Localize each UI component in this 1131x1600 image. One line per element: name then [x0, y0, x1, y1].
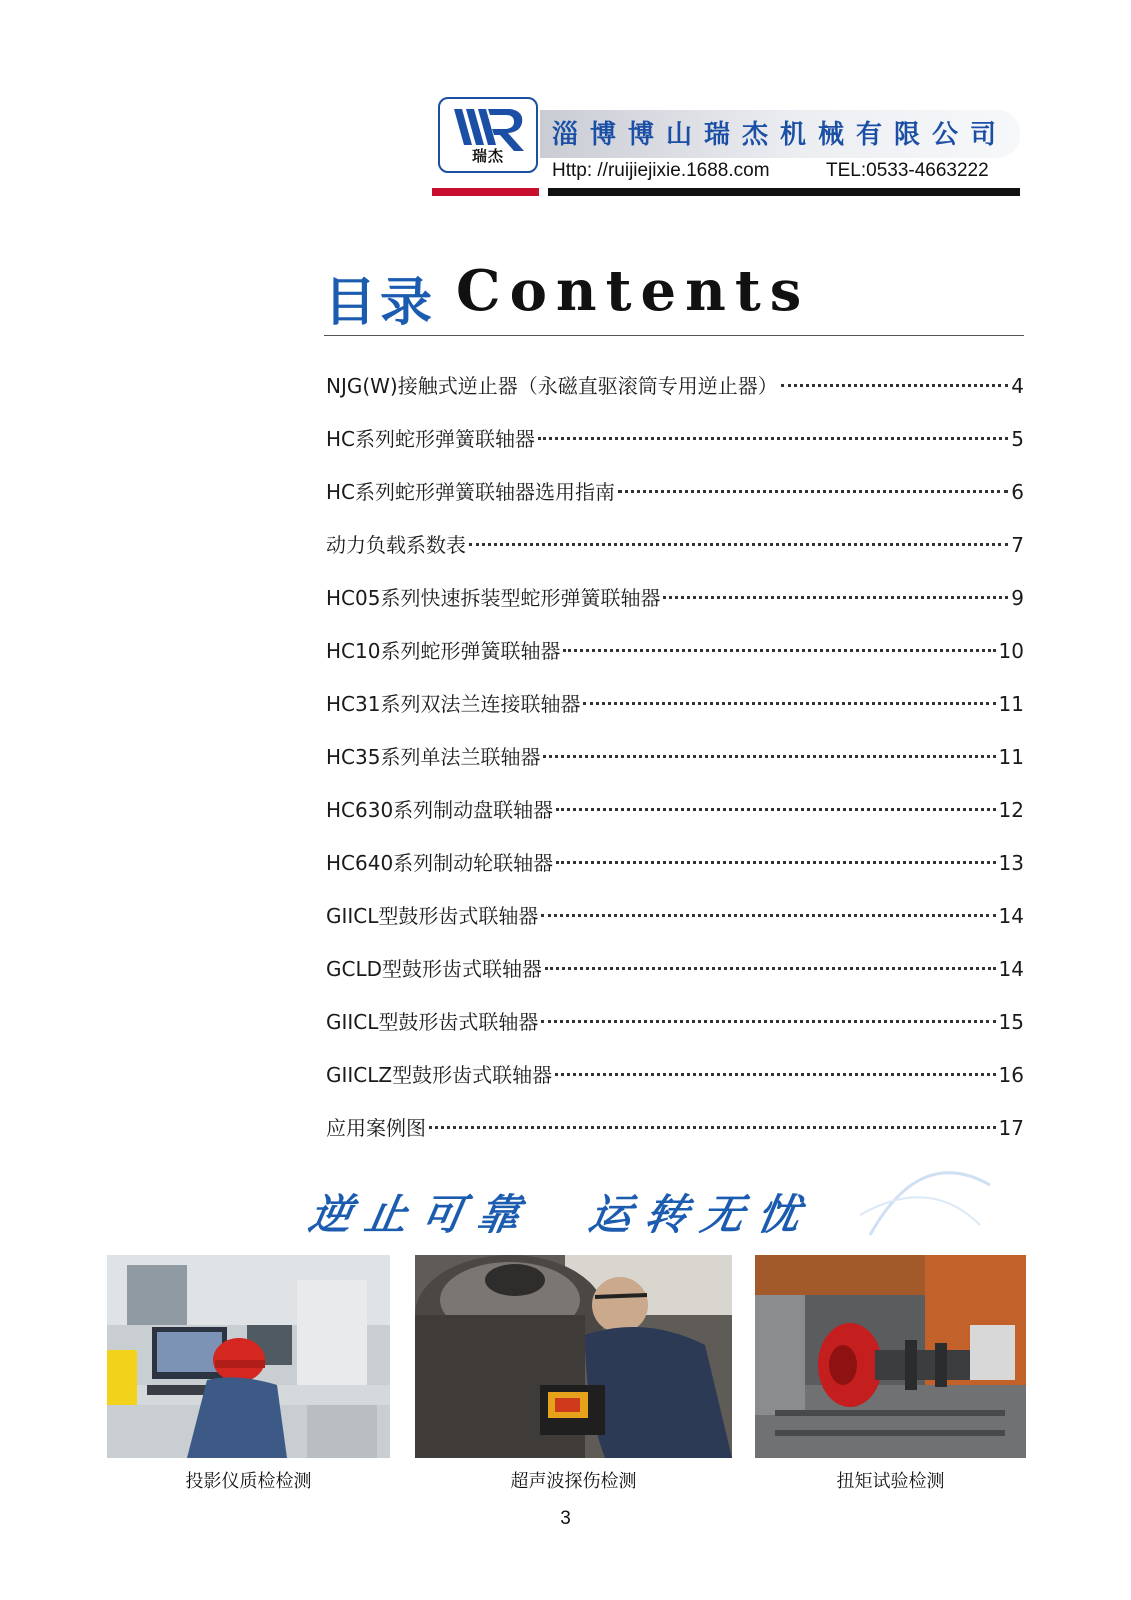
page-number: 3 — [560, 1508, 571, 1529]
toc-leader-dots — [469, 543, 1008, 546]
toc-entry-page: 13 — [998, 851, 1024, 875]
logo-text: 瑞杰 — [471, 147, 504, 165]
toc-entry-label: HC05系列快速拆装型蛇形弹簧联轴器 — [326, 586, 661, 610]
toc-entry-page: 17 — [998, 1116, 1024, 1140]
photo-ultrasonic-inspection — [415, 1255, 732, 1458]
company-name: 淄博博山瑞杰机械有限公司 — [552, 120, 1009, 150]
toc-entry[interactable] — [326, 688, 1024, 741]
toc-entry-page: 11 — [998, 745, 1024, 769]
toc-entry[interactable] — [326, 953, 1024, 1006]
toc-entry-label: HC系列蛇形弹簧联轴器选用指南 — [326, 480, 616, 504]
toc-entry[interactable] — [326, 900, 1024, 953]
toc-entry[interactable] — [326, 582, 1024, 635]
company-logo — [438, 97, 538, 173]
toc-entry-label: HC31系列双法兰连接联轴器 — [326, 692, 581, 716]
toc-leader-dots — [556, 861, 995, 864]
toc-entry-page: 7 — [1011, 533, 1024, 557]
photo-caption: 超声波探伤检测 — [510, 1471, 637, 1492]
toc-entry-label: 动力负载系数表 — [326, 533, 466, 557]
toc-entry-label: 应用案例图 — [326, 1116, 426, 1140]
page-title-en: Contents — [456, 258, 811, 324]
header-rule-black — [548, 188, 1020, 196]
toc-leader-dots — [663, 596, 1008, 599]
toc-leader-dots — [781, 384, 1009, 387]
toc-entry[interactable] — [326, 1006, 1024, 1059]
toc-entry-page: 9 — [1011, 586, 1024, 610]
toc-entry[interactable] — [326, 1059, 1024, 1112]
toc-leader-dots — [541, 1020, 995, 1023]
toc-entry[interactable] — [326, 794, 1024, 847]
toc-entry-page: 12 — [998, 798, 1024, 822]
company-tel: TEL:0533-4663222 — [826, 160, 989, 181]
photo-caption: 扭矩试验检测 — [836, 1471, 945, 1492]
toc-entry-label: HC640系列制动轮联轴器 — [326, 851, 554, 875]
toc-leader-dots — [618, 490, 1008, 493]
slogan-swirl-decoration — [860, 1155, 1000, 1255]
toc-leader-dots — [538, 437, 1008, 440]
toc-entry[interactable] — [326, 635, 1024, 688]
toc-entry-page: 10 — [998, 639, 1024, 663]
title-divider — [324, 335, 1024, 336]
toc-entry-label: HC630系列制动盘联轴器 — [326, 798, 554, 822]
toc-entry-page: 15 — [998, 1010, 1024, 1034]
photo-projector-inspection — [107, 1255, 390, 1458]
toc-entry[interactable] — [326, 370, 1024, 423]
toc-entry-label: HC35系列单法兰联轴器 — [326, 745, 541, 769]
company-url[interactable]: Http: //ruijiejixie.1688.com — [552, 160, 770, 181]
toc-entry-page: 16 — [998, 1063, 1024, 1087]
toc-entry[interactable] — [326, 741, 1024, 794]
toc-entry[interactable] — [326, 847, 1024, 900]
toc-entry-page: 6 — [1011, 480, 1024, 504]
toc-leader-dots — [556, 808, 995, 811]
toc-entry-label: NJG(W)接触式逆止器（永磁直驱滚筒专用逆止器） — [326, 374, 778, 398]
toc-entry[interactable] — [326, 529, 1024, 582]
toc-leader-dots — [583, 702, 995, 705]
toc-leader-dots — [543, 755, 995, 758]
table-of-contents — [326, 370, 1024, 1165]
toc-leader-dots — [429, 1126, 996, 1129]
toc-leader-dots — [555, 1073, 995, 1076]
toc-entry[interactable] — [326, 423, 1024, 476]
toc-entry-page: 5 — [1011, 427, 1024, 451]
toc-entry-label: GIICL型鼓形齿式联轴器 — [326, 1010, 539, 1034]
toc-entry-page: 4 — [1011, 374, 1024, 398]
toc-leader-dots — [541, 914, 995, 917]
header-rule-red — [432, 188, 539, 196]
toc-entry-page: 14 — [998, 904, 1024, 928]
toc-entry-label: GIICLZ型鼓形齿式联轴器 — [326, 1063, 553, 1087]
toc-entry-page: 11 — [998, 692, 1024, 716]
toc-leader-dots — [563, 649, 995, 652]
photo-torque-test — [755, 1255, 1026, 1458]
toc-entry[interactable] — [326, 476, 1024, 529]
slogan: 逆止可靠 运转无忧 — [305, 1190, 818, 1239]
photo-caption: 投影仪质检检测 — [185, 1471, 312, 1492]
toc-entry-page: 14 — [998, 957, 1024, 981]
toc-entry-label: GCLD型鼓形齿式联轴器 — [326, 957, 543, 981]
toc-entry-label: GIICL型鼓形齿式联轴器 — [326, 904, 539, 928]
toc-entry-label: HC系列蛇形弹簧联轴器 — [326, 427, 536, 451]
toc-entry-label: HC10系列蛇形弹簧联轴器 — [326, 639, 561, 663]
toc-leader-dots — [545, 967, 996, 970]
page-title-zh: 目录 — [324, 273, 437, 333]
